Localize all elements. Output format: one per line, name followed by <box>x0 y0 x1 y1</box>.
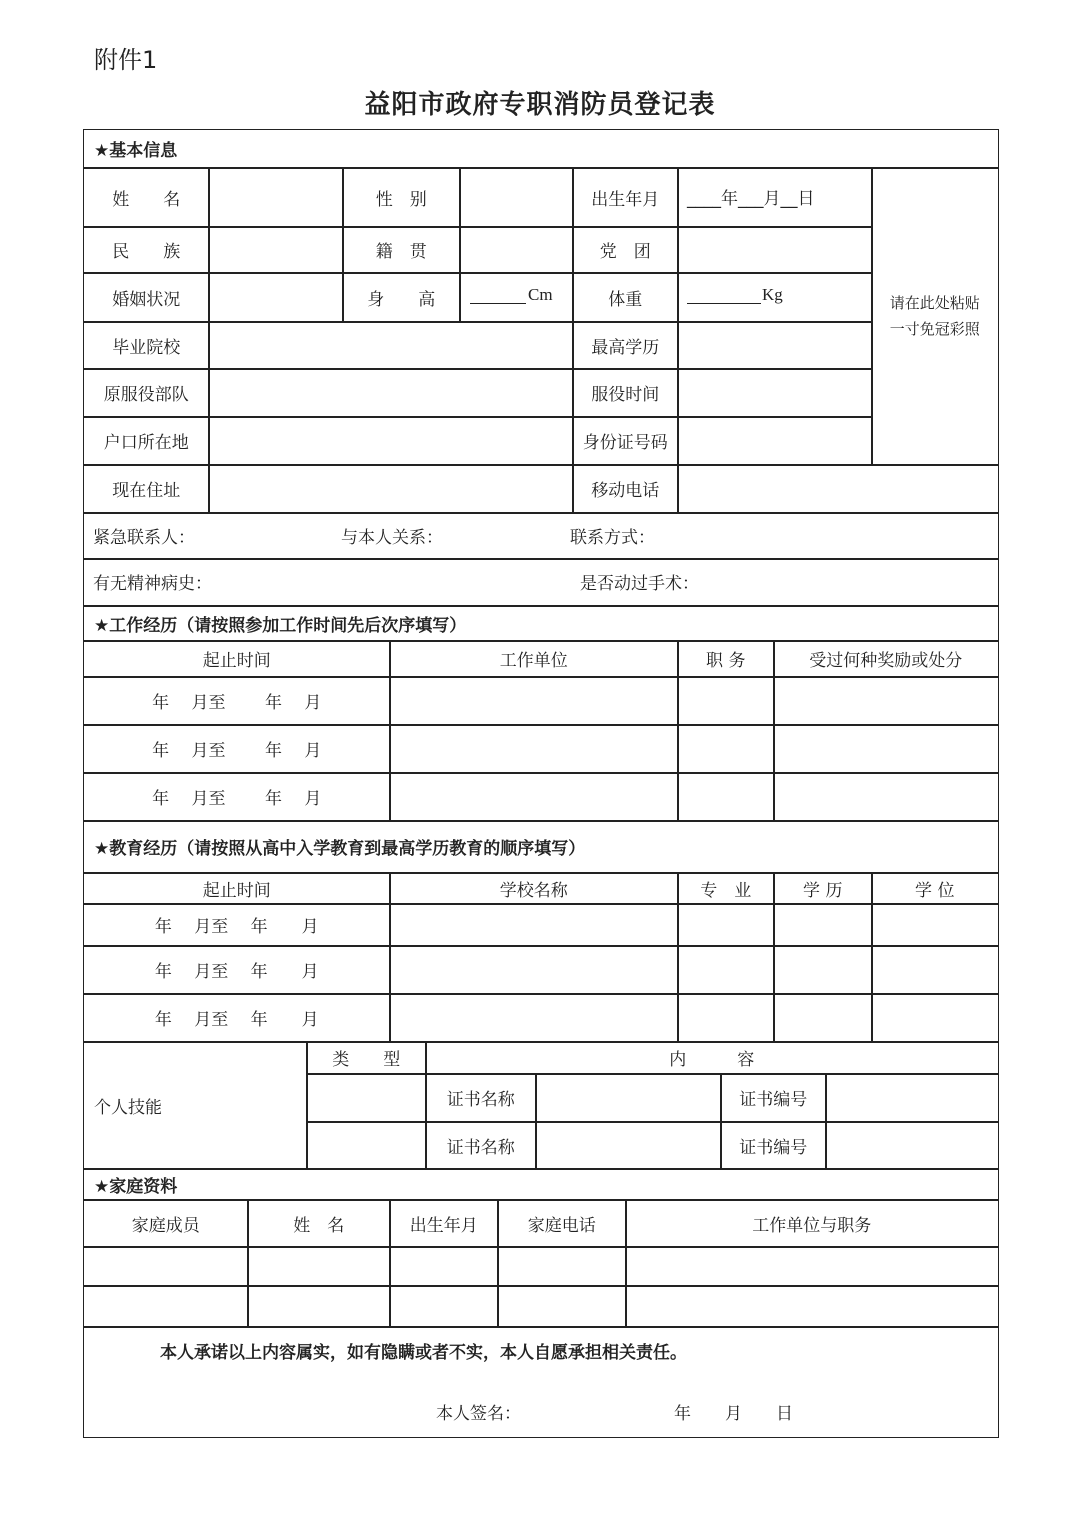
label-marital <box>83 272 210 323</box>
label-weight <box>572 272 679 323</box>
form-title: 益阳市政府专职消防员登记表 <box>364 90 716 120</box>
education-cell[interactable] <box>677 993 775 1043</box>
education-cell[interactable] <box>389 945 679 995</box>
work-column-header-text: 受过何种奖励或处分 <box>809 651 963 672</box>
skills-type-header-text: 类 型 <box>332 1050 401 1071</box>
section-header-basic <box>83 129 999 169</box>
work-column-header-text: 工作单位 <box>499 651 568 672</box>
label-education <box>572 321 679 370</box>
family-column-header <box>83 1199 249 1248</box>
education-column-header-text: 学校名称 <box>499 880 568 901</box>
label-cert-number <box>720 1121 827 1170</box>
input-hukou[interactable] <box>208 416 574 466</box>
label-name <box>83 167 210 228</box>
education-column-header <box>871 872 999 905</box>
label-hukou-text: 户口所在地 <box>103 433 189 454</box>
label-height-text: 身 高 <box>367 289 436 310</box>
attachment-label: 附件1 <box>94 46 158 74</box>
skills-type-header <box>306 1041 427 1075</box>
height-unit: Cm <box>528 285 553 304</box>
label-service_time-text: 服役时间 <box>591 385 660 406</box>
section-header-family-text: ★家庭资料 <box>94 1176 178 1197</box>
label-school <box>83 321 210 370</box>
family-column-header-text: 工作单位与职务 <box>752 1215 872 1236</box>
work-column-header <box>773 640 999 678</box>
label-army-text: 原服役部队 <box>103 385 189 406</box>
emergency-row[interactable] <box>83 512 999 560</box>
weight-unit: Kg <box>762 285 783 304</box>
label-weight-text: 体重 <box>608 289 643 310</box>
medical-row[interactable] <box>83 558 999 607</box>
education-cell <box>83 993 391 1043</box>
work-cell <box>83 676 391 726</box>
weight-underline <box>687 289 761 304</box>
education-cell[interactable] <box>773 945 873 995</box>
work-cell[interactable] <box>389 676 679 726</box>
skills-type-input[interactable] <box>306 1121 427 1170</box>
input-native[interactable] <box>459 226 574 274</box>
education-cell-text: 年 月至 年 月 <box>154 917 319 938</box>
label-gender <box>342 167 461 228</box>
label-skills-text: 个人技能 <box>94 1097 162 1118</box>
family-cell[interactable] <box>625 1285 999 1328</box>
education-column-header-text: 专 业 <box>700 880 752 901</box>
section-header-work <box>83 605 999 642</box>
section-header-basic-text: ★基本信息 <box>94 141 178 162</box>
work-cell <box>83 772 391 822</box>
label-education-text: 最高学历 <box>591 337 660 358</box>
label-id_number <box>572 416 679 466</box>
work-cell[interactable] <box>677 676 775 726</box>
label-school-text: 毕业院校 <box>112 337 181 358</box>
education-cell[interactable] <box>871 945 999 995</box>
family-column-header-text: 家庭成员 <box>131 1215 200 1236</box>
family-cell[interactable] <box>497 1246 627 1287</box>
family-column-header <box>389 1199 499 1248</box>
label-marital-text: 婚姻状况 <box>112 289 181 310</box>
family-cell[interactable] <box>625 1246 999 1287</box>
input-school[interactable] <box>208 321 574 370</box>
label-relation: 与本人关系： <box>341 528 443 548</box>
input-cert-name[interactable] <box>535 1073 722 1123</box>
label-hukou <box>83 416 210 466</box>
education-column-header-text: 起止时间 <box>202 880 271 901</box>
label-cert-name-text: 证书名称 <box>446 1137 515 1158</box>
skills-type-input[interactable] <box>306 1073 427 1123</box>
label-mental-history: 有无精神病史： <box>93 574 212 594</box>
input-name[interactable] <box>208 167 344 228</box>
education-cell-text: 年 月至 年 月 <box>154 962 319 983</box>
skills-content-header-text: 内 容 <box>669 1050 755 1071</box>
birth-date-placeholder: ____年___月__日 <box>687 189 815 209</box>
label-party <box>572 226 679 274</box>
education-column-header <box>389 872 679 905</box>
label-signature: 本人签名： <box>436 1404 521 1424</box>
family-cell[interactable] <box>247 1246 391 1287</box>
section-header-education <box>83 820 999 874</box>
label-height <box>342 272 461 323</box>
education-cell[interactable] <box>677 945 775 995</box>
work-cell[interactable] <box>677 724 775 774</box>
education-cell[interactable] <box>389 993 679 1043</box>
section-header-family <box>83 1168 999 1201</box>
label-army <box>83 368 210 418</box>
work-cell[interactable] <box>773 724 999 774</box>
family-column-header-text: 姓 名 <box>293 1215 345 1236</box>
work-column-header-text: 起止时间 <box>202 651 271 672</box>
label-cert-name-text: 证书名称 <box>446 1090 515 1111</box>
education-cell <box>83 945 391 995</box>
work-cell[interactable] <box>389 772 679 822</box>
section-header-work-text: ★工作经历（请按照参加工作时间先后次序填写） <box>94 615 467 636</box>
education-column-header <box>83 872 391 905</box>
label-cert-number-text: 证书编号 <box>739 1137 808 1158</box>
family-cell[interactable] <box>83 1246 249 1287</box>
label-service_time <box>572 368 679 418</box>
label-gender-text: 性 别 <box>375 189 427 210</box>
signature-date: 年 月 日 <box>674 1404 793 1424</box>
education-cell[interactable] <box>677 903 775 947</box>
family-cell[interactable] <box>83 1285 249 1328</box>
declaration-text: 本人承诺以上内容属实，如有隐瞒或者不实，本人自愿承担相关责任。 <box>160 1343 687 1363</box>
work-cell[interactable] <box>677 772 775 822</box>
label-birth-text: 出生年月 <box>591 189 660 210</box>
input-cert-number[interactable] <box>825 1073 999 1123</box>
family-cell[interactable] <box>247 1285 391 1328</box>
input-id_number[interactable] <box>677 416 873 466</box>
work-column-header-text: 职 务 <box>706 651 746 672</box>
input-army[interactable] <box>208 368 574 418</box>
section-header-education-text: ★教育经历（请按照从高中入学教育到最高学历教育的顺序填写） <box>94 839 586 860</box>
input-mobile[interactable] <box>677 464 999 514</box>
work-cell-text: 年 月至 年 月 <box>152 693 322 714</box>
input-ethnic[interactable] <box>208 226 344 274</box>
family-cell[interactable] <box>497 1285 627 1328</box>
label-cert-number <box>720 1073 827 1123</box>
label-ethnic-text: 民 族 <box>112 242 181 263</box>
education-cell[interactable] <box>773 903 873 947</box>
input-cert-number[interactable] <box>825 1121 999 1170</box>
work-column-header <box>389 640 679 678</box>
input-cert-name[interactable] <box>535 1121 722 1170</box>
education-column-header-text: 学 历 <box>803 880 843 901</box>
family-column-header <box>497 1199 627 1248</box>
education-cell[interactable] <box>871 903 999 947</box>
label-mobile-text: 移动电话 <box>591 481 660 502</box>
education-cell[interactable] <box>389 903 679 947</box>
input-education[interactable] <box>677 321 873 370</box>
family-column-header <box>247 1199 391 1248</box>
family-column-header-text: 家庭电话 <box>527 1215 596 1236</box>
input-address[interactable] <box>208 464 574 514</box>
label-emergency-contact: 紧急联系人： <box>93 528 195 548</box>
input-gender[interactable] <box>459 167 574 228</box>
education-cell[interactable] <box>773 993 873 1043</box>
label-native <box>342 226 461 274</box>
work-cell-text: 年 月至 年 月 <box>152 741 322 762</box>
label-id_number-text: 身份证号码 <box>582 433 668 454</box>
input-party[interactable] <box>677 226 873 274</box>
label-contact-method: 联系方式： <box>570 528 655 548</box>
label-address <box>83 464 210 514</box>
label-surgery: 是否动过手术： <box>580 574 699 594</box>
label-name-text: 姓 名 <box>112 189 181 210</box>
work-column-header <box>677 640 775 678</box>
label-native-text: 籍 贯 <box>375 242 427 263</box>
education-cell-text: 年 月至 年 月 <box>154 1010 319 1031</box>
family-column-header <box>625 1199 999 1248</box>
label-birth <box>572 167 679 228</box>
work-cell <box>83 724 391 774</box>
label-ethnic <box>83 226 210 274</box>
work-cell[interactable] <box>773 772 999 822</box>
label-address-text: 现在住址 <box>112 481 181 502</box>
work-column-header <box>83 640 391 678</box>
education-column-header <box>773 872 873 905</box>
label-cert-name <box>425 1073 537 1123</box>
label-cert-name <box>425 1121 537 1170</box>
label-party-text: 党 团 <box>599 242 651 263</box>
work-cell[interactable] <box>389 724 679 774</box>
work-cell[interactable] <box>773 676 999 726</box>
family-column-header-text: 出生年月 <box>409 1215 478 1236</box>
label-mobile <box>572 464 679 514</box>
photo-area <box>871 167 999 466</box>
label-skills <box>83 1041 308 1170</box>
family-cell[interactable] <box>389 1285 499 1328</box>
work-cell-text: 年 月至 年 月 <box>152 789 322 810</box>
education-cell[interactable] <box>871 993 999 1043</box>
education-cell <box>83 903 391 947</box>
education-column-header-text: 学 位 <box>915 880 955 901</box>
family-cell[interactable] <box>389 1246 499 1287</box>
input-service_time[interactable] <box>677 368 873 418</box>
height-underline <box>470 289 526 304</box>
education-column-header <box>677 872 775 905</box>
photo-area-text: 请在此处粘贴 一寸免冠彩照 <box>889 294 980 339</box>
skills-content-header <box>425 1041 999 1075</box>
input-marital[interactable] <box>208 272 344 323</box>
label-cert-number-text: 证书编号 <box>739 1090 808 1111</box>
